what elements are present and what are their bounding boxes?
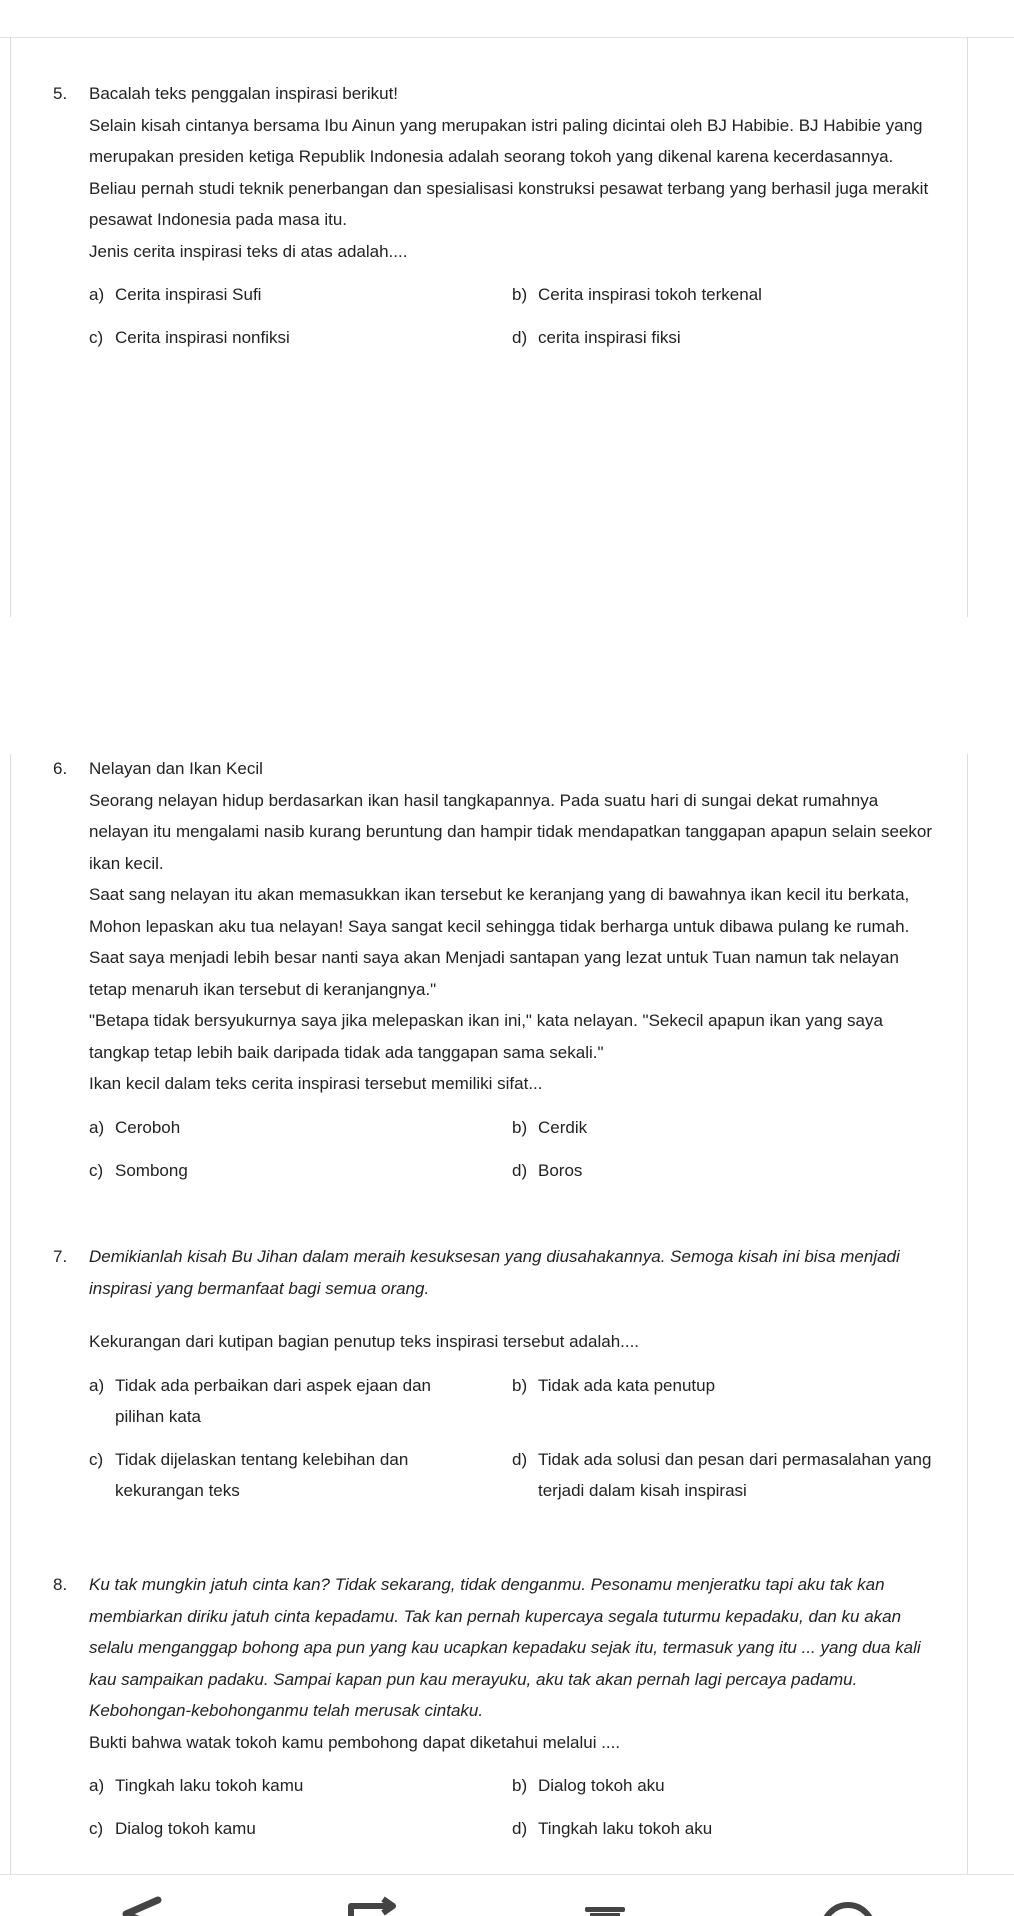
story-paragraph: Saat sang nelayan itu akan memasukkan ikan tersebut ke keranjang yang di bawahnya ikan kecil itu berkata, Mohon lepaskan aku tua nelayan! Saya sangat kecil sehingga tidak berharga untuk dibawa pulang ke rumah. Saat saya menjadi lebih besar nanti saya akan Menjadi santapan yang lezat untuk Tuan namun tak nelayan tetap menaruh ikan tersebut di keranjangnya." bbox=[89, 885, 910, 999]
question-number: 8. bbox=[53, 1575, 68, 1594]
options-row bbox=[89, 1112, 933, 1155]
option-a[interactable]: a) Tingkah laku tokoh kamu bbox=[89, 1770, 449, 1802]
question-7 bbox=[53, 1241, 933, 1518]
option-text: Sombong bbox=[115, 1160, 188, 1180]
question-6 bbox=[53, 753, 933, 1198]
option-text: Tidak ada kata penutup bbox=[538, 1375, 716, 1395]
page2-right-border bbox=[967, 754, 968, 1874]
page-top-border bbox=[0, 37, 1014, 38]
option-text: Cerita inspirasi Sufi bbox=[115, 285, 262, 304]
option-a[interactable]: a) Cerita inspirasi Sufi bbox=[89, 279, 449, 311]
option-text: Dialog tokoh aku bbox=[538, 1776, 665, 1795]
options-row bbox=[89, 1444, 933, 1518]
rotate-icon bbox=[337, 1880, 407, 1916]
option-b[interactable]: b) Tidak ada kata penutup bbox=[512, 1370, 932, 1402]
option-d[interactable]: d) cerita inspirasi fiksi bbox=[512, 322, 932, 354]
question-prompt: Ikan kecil dalam teks cerita inspirasi tersebut memiliki sifat... bbox=[89, 1074, 543, 1093]
back-icon bbox=[98, 1880, 168, 1916]
question-number: 5. bbox=[53, 84, 68, 103]
rotate-button[interactable] bbox=[337, 1880, 407, 1916]
back-button[interactable] bbox=[98, 1880, 168, 1916]
home-icon bbox=[571, 1880, 641, 1916]
question-number: 7. bbox=[53, 1247, 68, 1266]
question-passage: Ku tak mungkin jatuh cinta kan? Tidak sekarang, tidak denganmu. Pesonamu menjeratku tapi aku tak kan membiarkan diriku jatuh cinta kepadamu. Tak kan pernah kupercaya segala tuturmu kepadaku, dan ku akan selalu menganggap bohong apa pun yang kau ucapkan kepadaku sejak itu, termasuk yang itu ... yang dua kali kau sampaikan padaku. Sampai kapan pun kau merayuku, aku tak akan pernah lagi percaya padamu. Kebohongan-kebohonganmu telah merusak cintaku. bbox=[89, 1575, 921, 1720]
question-passage: Selain kisah cintanya bersama Ibu Ainun yang merupakan istri paling dicintai oleh BJ Habibie. BJ Habibie yang merupakan presiden ketiga Republik Indonesia adalah seorang tokoh yang dikenal karena kecerdasannya. Beliau pernah studi teknik penerbangan dan spesialisasi konstruksi pesawat terbang yang berhasil juga merakit pesawat Indonesia pada masa itu. bbox=[89, 115, 929, 229]
option-text: Tingkah laku tokoh aku bbox=[538, 1819, 713, 1838]
page2-left-border bbox=[10, 754, 11, 1874]
option-text: Dialog tokoh kamu bbox=[115, 1819, 256, 1838]
option-text: Ceroboh bbox=[115, 1117, 181, 1137]
question-prompt: Kekurangan dari kutipan bagian penutup teks inspirasi tersebut adalah.... bbox=[89, 1332, 640, 1351]
option-a[interactable]: a) Tidak ada perbaikan dari aspek ejaan dan pilihan kata bbox=[89, 1370, 449, 1433]
option-text: Cerita inspirasi nonfiksi bbox=[115, 328, 290, 347]
option-text: Boros bbox=[538, 1160, 583, 1180]
question-number: 6. bbox=[53, 759, 68, 778]
story-paragraph: Seorang nelayan hidup berdasarkan ikan hasil tangkapannya. Pada suatu hari di sungai dekat rumahnya nelayan itu mengalami nasib kurang beruntung dan hampir tidak mendapatkan tanggapan apapun selain seekor ikan kecil. bbox=[89, 790, 933, 873]
question-intro: Bacalah teks penggalan inspirasi berikut! bbox=[89, 84, 399, 103]
options-row bbox=[89, 1770, 933, 1813]
question-8 bbox=[53, 1569, 933, 1856]
option-b[interactable]: b) Dialog tokoh aku bbox=[512, 1770, 932, 1802]
option-d[interactable]: d) Boros bbox=[512, 1155, 932, 1187]
option-c[interactable]: c) Dialog tokoh kamu bbox=[89, 1813, 449, 1845]
option-text: Tidak ada perbaikan dari aspek ejaan dan pilihan kata bbox=[115, 1375, 431, 1426]
option-text: cerita inspirasi fiksi bbox=[538, 328, 681, 347]
options-row bbox=[89, 1370, 933, 1444]
option-a[interactable]: a) Ceroboh bbox=[89, 1112, 449, 1144]
page1-right-border bbox=[967, 37, 968, 617]
option-d[interactable]: d) Tingkah laku tokoh aku bbox=[512, 1813, 932, 1845]
options-row bbox=[89, 1155, 933, 1198]
option-text: Tingkah laku tokoh kamu bbox=[115, 1776, 304, 1795]
page1-left-border bbox=[10, 37, 11, 617]
option-text: Cerdik bbox=[538, 1117, 588, 1137]
option-c[interactable]: c) Sombong bbox=[89, 1155, 449, 1187]
home-button[interactable] bbox=[571, 1880, 641, 1916]
options-row bbox=[89, 279, 933, 322]
option-text: Tidak ada solusi dan pesan dari permasalahan yang terjadi dalam kisah inspirasi bbox=[538, 1449, 932, 1500]
option-text: Cerita inspirasi tokoh terkenal bbox=[538, 285, 762, 304]
question-5 bbox=[53, 78, 933, 365]
question-passage: Demikianlah kisah Bu Jihan dalam meraih kesuksesan yang diusahakannya. Semoga kisah ini bisa menjadi inspirasi yang bermanfaat bagi semua orang. bbox=[89, 1247, 900, 1298]
option-b[interactable]: b) Cerdik bbox=[512, 1112, 932, 1144]
page-bottom-border bbox=[0, 1874, 1014, 1875]
recents-icon bbox=[811, 1880, 881, 1916]
story-title: Nelayan dan Ikan Kecil bbox=[89, 759, 263, 778]
options-row bbox=[89, 1813, 933, 1856]
question-prompt: Jenis cerita inspirasi teks di atas adalah.... bbox=[89, 241, 408, 261]
recents-button[interactable] bbox=[811, 1880, 881, 1916]
option-text: Tidak dijelaskan tentang kelebihan dan kekurangan teks bbox=[115, 1449, 409, 1500]
option-c[interactable]: c) Cerita inspirasi nonfiksi bbox=[89, 322, 449, 354]
option-c[interactable]: c) Tidak dijelaskan tentang kelebihan dan kekurangan teks bbox=[89, 1444, 449, 1507]
option-b[interactable]: b) Cerita inspirasi tokoh terkenal bbox=[512, 279, 932, 311]
question-prompt: Bukti bahwa watak tokoh kamu pembohong dapat diketahui melalui .... bbox=[89, 1732, 621, 1752]
options-row bbox=[89, 322, 933, 365]
option-d[interactable]: d) Tidak ada solusi dan pesan dari permasalahan yang terjadi dalam kisah inspirasi bbox=[512, 1444, 932, 1507]
story-paragraph: "Betapa tidak bersyukurnya saya jika melepaskan ikan ini," kata nelayan. "Sekecil apapun ikan yang saya tangkap tetap lebih baik daripada tidak ada tanggapan sama sekali." bbox=[89, 1011, 883, 1062]
